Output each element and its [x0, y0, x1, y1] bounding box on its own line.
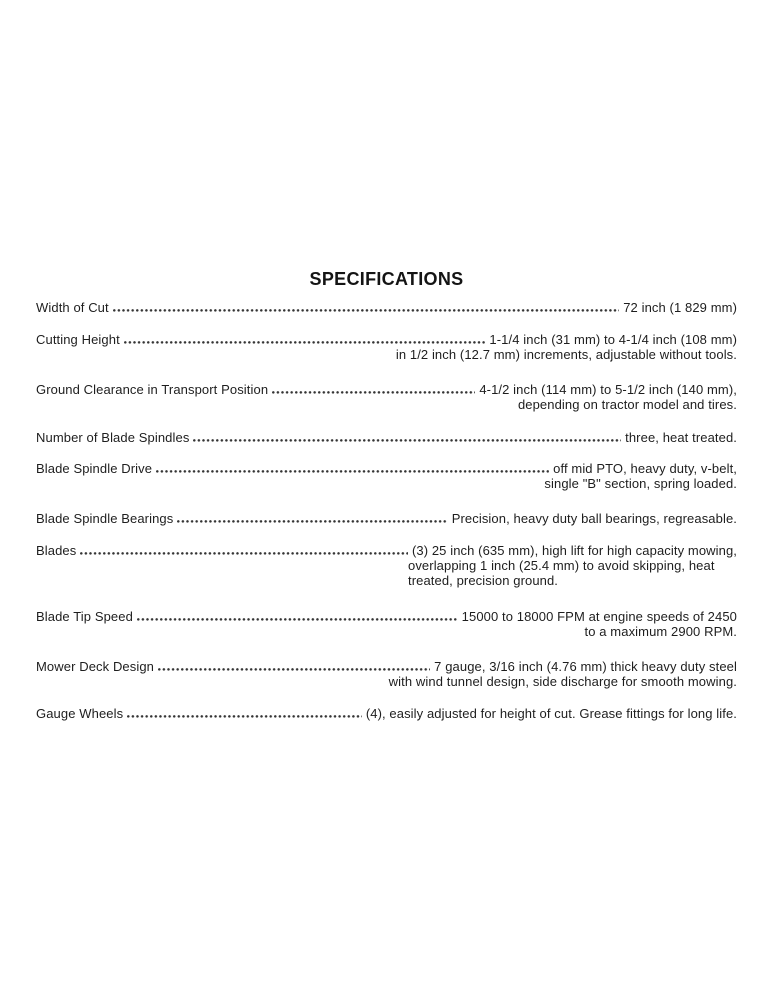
spec-line — [36, 300, 737, 315]
spec-value-continuation: treated, precision ground. — [408, 573, 559, 588]
spec-line — [36, 332, 737, 347]
spec-value: off mid PTO, heavy duty, v-belt, — [553, 461, 737, 476]
spec-row-blade-spindle-bearings — [36, 511, 737, 526]
dot-leader — [137, 618, 458, 621]
spec-value: 72 inch (1 829 mm) — [623, 300, 737, 315]
spec-label: Number of Blade Spindles — [36, 430, 190, 445]
spec-label: Cutting Height — [36, 332, 120, 347]
spec-row-mower-deck-design — [36, 659, 737, 689]
dot-leader — [124, 341, 486, 344]
spec-value: 15000 to 18000 FPM at engine speeds of 2450 — [461, 609, 737, 624]
spec-row-blade-spindle-drive — [36, 461, 737, 491]
spec-line — [36, 382, 737, 397]
spec-row-number-of-blade-spindles — [36, 430, 737, 445]
spec-value-continuation: with wind tunnel design, side discharge for smooth mowing. — [388, 674, 737, 689]
dot-leader — [158, 668, 430, 671]
spec-label: Blade Spindle Drive — [36, 461, 153, 476]
spec-label: Ground Clearance in Transport Position — [36, 382, 269, 397]
spec-label: Blades — [36, 543, 77, 558]
spec-row-blade-tip-speed — [36, 609, 737, 639]
spec-value-continuation: overlapping 1 inch (25.4 mm) to avoid skipping, heat — [408, 558, 715, 573]
page-title: SPECIFICATIONS — [309, 269, 464, 289]
spec-row-gauge-wheels — [36, 706, 737, 721]
spec-label: Gauge Wheels — [36, 706, 124, 721]
spec-value: 7 gauge, 3/16 inch (4.76 mm) thick heavy duty steel — [434, 659, 737, 674]
spec-value-continuation: to a maximum 2900 RPM. — [584, 624, 737, 639]
spec-value-continuation: in 1/2 inch (12.7 mm) increments, adjustable without tools. — [395, 347, 737, 362]
specifications-section — [36, 268, 737, 721]
spec-line — [36, 609, 737, 624]
dot-leader — [156, 470, 549, 473]
spec-label: Blade Spindle Bearings — [36, 511, 174, 526]
spec-line — [36, 461, 737, 476]
spec-row-blades — [36, 543, 737, 588]
spec-line — [36, 543, 737, 558]
spec-label: Mower Deck Design — [36, 659, 155, 674]
spec-row-cutting-height — [36, 332, 737, 362]
spec-line — [36, 706, 737, 721]
dot-leader — [193, 439, 621, 442]
spec-line — [36, 511, 737, 526]
spec-value-continuation: depending on tractor model and tires. — [517, 397, 737, 412]
spec-value: 4-1/2 inch (114 mm) to 5-1/2 inch (140 mm), — [479, 382, 737, 397]
spec-row-width-of-cut — [36, 300, 737, 315]
spec-value-continuation: single "B" section, spring loaded. — [544, 476, 737, 491]
spec-label: Blade Tip Speed — [36, 609, 133, 624]
dot-leader — [80, 552, 408, 555]
spec-row-ground-clearance — [36, 382, 737, 412]
spec-value: (3) 25 inch (635 mm), high lift for high capacity mowing, — [411, 543, 737, 558]
spec-line — [36, 659, 737, 674]
spec-line — [36, 430, 737, 445]
spec-value: three, heat treated. — [625, 430, 737, 445]
dot-leader — [113, 309, 619, 312]
dot-leader — [177, 520, 447, 523]
spec-value: 1-1/4 inch (31 mm) to 4-1/4 inch (108 mm) — [489, 332, 737, 347]
spec-label: Width of Cut — [36, 300, 109, 315]
spec-value: (4), easily adjusted for height of cut. Grease fittings for long life. — [365, 706, 737, 721]
spec-value: Precision, heavy duty ball bearings, regreasable. — [451, 511, 737, 526]
spec-list — [36, 300, 737, 721]
dot-leader — [272, 391, 475, 394]
dot-leader — [127, 715, 362, 718]
